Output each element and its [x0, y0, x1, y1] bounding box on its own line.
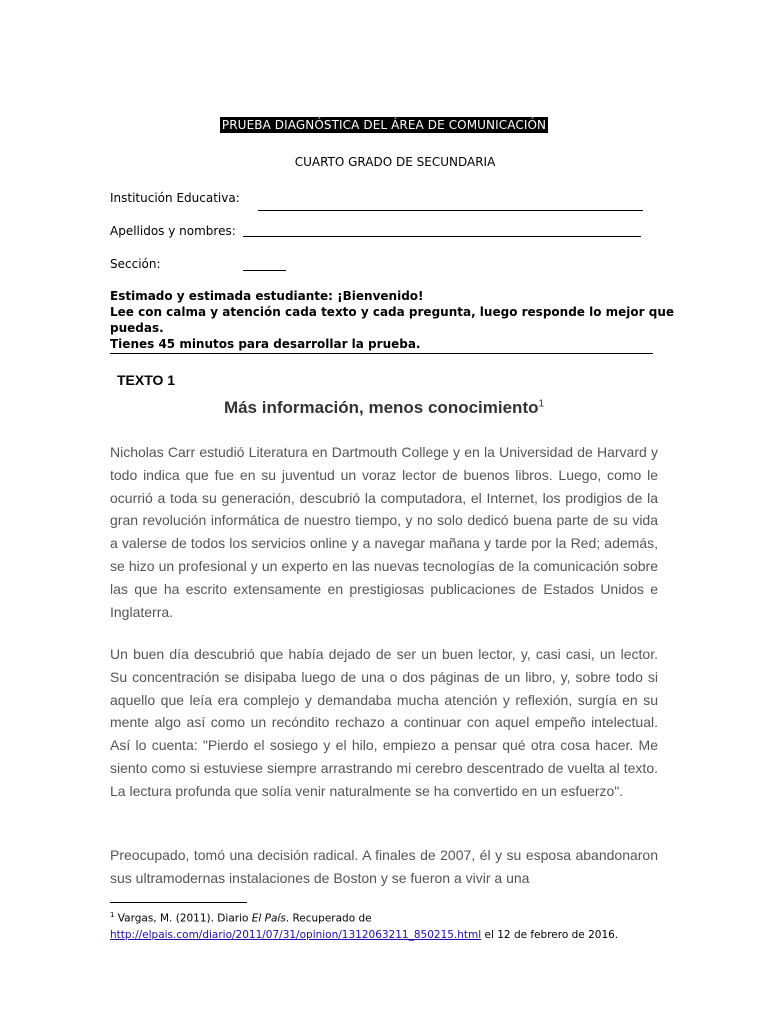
- document-title-wrap: [0, 116, 768, 134]
- intro-instructions: [110, 288, 674, 352]
- footnote-mark: 1: [110, 911, 115, 919]
- intro-line-1: Estimado y estimada estudiante: ¡Bienvenido!: [110, 289, 424, 303]
- text-section-label: TEXTO 1: [117, 372, 176, 388]
- paragraph-3: Preocupado, tomó una decisión radical. A finales de 2007, él y su esposa abandonaron sus ultramodernas instalaciones de Boston y se fueron a vivir a una: [110, 847, 658, 886]
- section-line: [243, 270, 286, 271]
- footnote-source: El País: [251, 912, 286, 925]
- institution-label: Institución Educativa:: [110, 191, 240, 205]
- names-line: [243, 236, 641, 237]
- intro-divider: [110, 353, 653, 354]
- names-label: Apellidos y nombres:: [110, 224, 236, 238]
- intro-line-3: puedas.: [110, 321, 164, 335]
- document-title: PRUEBA DIAGNÓSTICA DEL ÁREA DE COMUNICACIÓN: [221, 118, 547, 132]
- institution-line: [258, 210, 643, 211]
- paragraph-1: Nicholas Carr estudió Literatura en Dartmouth College y en la Universidad de Harvard y todo indica que fue en su juventud un voraz lector de buenos libros. Luego, como le ocurrió a toda su generación, descubrió la computadora, el Internet, los prodigios de la gran revolución informática de nuestro tiempo, y no solo dedicó buena parte de su vida a valerse de todos los servicios online y a navegar mañana y tarde por la Red; además, se hizo un profesional y un experto en las nuevas tecnologías de la comunicación sobre las que ha escrito extensamente en prestigiosas publicaciones de Estados Unidos e Inglaterra.: [110, 444, 658, 620]
- footnote-retrieved: . Recuperado de: [285, 912, 372, 925]
- footnote-ref: 1: [538, 398, 545, 410]
- footnote: [110, 907, 670, 943]
- grade-heading: CUARTO GRADO DE SECUNDARIA: [294, 155, 496, 169]
- article-title: [0, 398, 768, 418]
- footnote-date: el 12 de febrero de 2016.: [481, 928, 619, 941]
- footnote-link[interactable]: http://elpais.com/diario/2011/07/31/opinion/1312063211_850215.html: [110, 928, 482, 941]
- article-title-text: Más información, menos conocimiento: [223, 398, 539, 417]
- intro-line-4: Tienes 45 minutos para desarrollar la prueba.: [110, 337, 421, 351]
- footnote-divider: [110, 902, 247, 903]
- section-label: Sección:: [110, 257, 161, 271]
- paragraph-2: Un buen día descubrió que había dejado de ser un buen lector, y, casi casi, un lector. Su concentración se disipaba luego de una o dos páginas de un libro, y, sobre todo si aquello que leía era complejo y demandaba mucha atención y reflexión, surgía en su mente algo así como un recóndito rechazo a continuar con aquel empeño intelectual. Así lo cuenta: "Pierdo el sosiego y el hilo, empiezo a pensar qué otra cosa hacer. Me siento como si estuviese siempre arrastrando mi cerebro descentrado de vuelta al texto. La lectura profunda que solía venir naturalmente se ha convertido en un esfuerzo".: [110, 646, 658, 799]
- footnote-text: Vargas, M. (2011). Diario: [114, 912, 252, 925]
- intro-line-2: Lee con calma y atención cada texto y cada pregunta, luego responde lo mejor que: [110, 305, 674, 319]
